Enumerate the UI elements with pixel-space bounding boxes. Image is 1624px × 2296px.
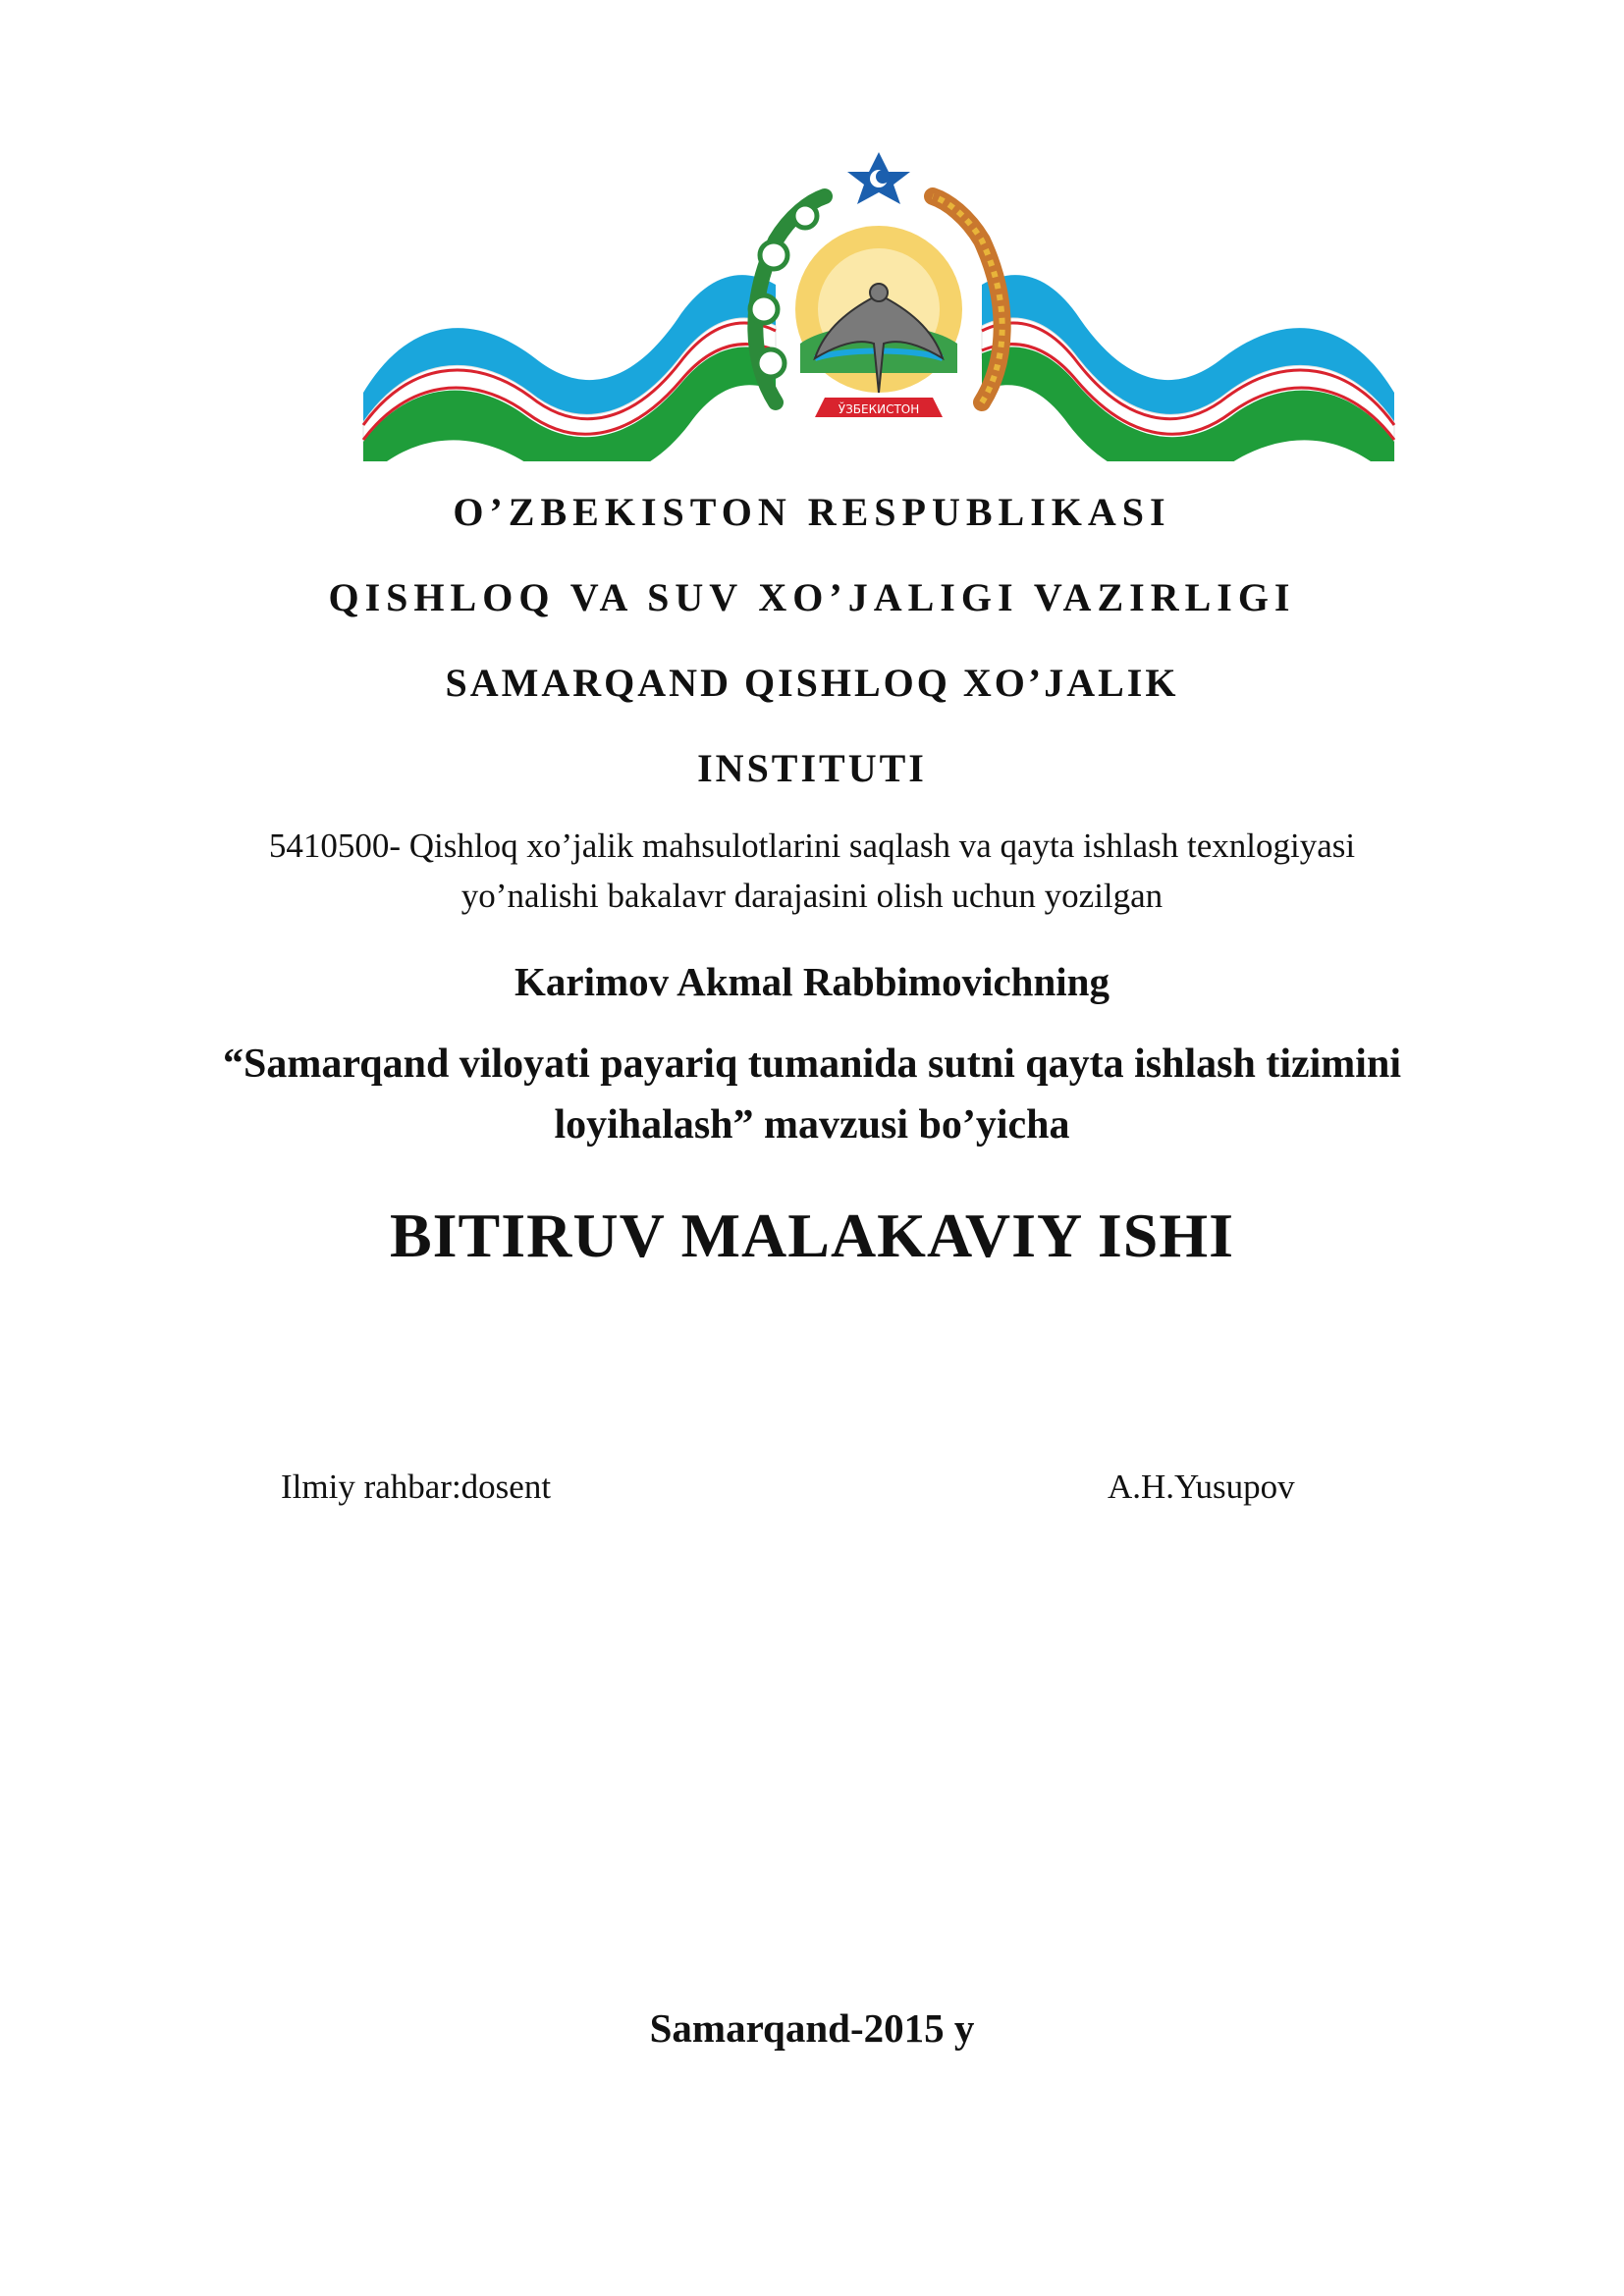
- left-flag-ribbon-icon: [363, 275, 776, 461]
- supervisor-label: Ilmiy rahbar:dosent: [281, 1468, 552, 1506]
- country-title: O’ZBEKISTON RESPUBLIKASI: [453, 490, 1171, 534]
- state-emblem-icon: [353, 147, 1404, 461]
- author-name: Karimov Akmal Rabbimovichning: [514, 959, 1110, 1004]
- document-type-title: BITIRUV MALAKAVIY ISHI: [389, 1201, 1235, 1270]
- coat-of-arms-icon: [750, 152, 1002, 417]
- institute-title-line2: INSTITUTI: [697, 746, 927, 790]
- specialty-line2: yo’nalishi bakalavr darajasini olish uchun yozilgan: [460, 877, 1164, 915]
- topic-line2: loyihalash” mavzusi bo’yicha: [554, 1102, 1070, 1148]
- topic-line1: “Samarqand viloyati payariq tumanida sutni qayta ishlash tizimini: [223, 1041, 1401, 1087]
- emblem-banner-text: ЎЗБЕКИСТОН: [838, 402, 920, 416]
- supervisor-name: A.H.Yusupov: [1108, 1468, 1295, 1506]
- specialty-line1: 5410500- Qishloq xo’jalik mahsulotlarini saqlash va qayta ishlash texnlogiyasi: [268, 827, 1356, 865]
- ministry-title: QISHLOQ VA SUV XO’JALIGI VAZIRLIGI: [328, 575, 1296, 619]
- right-flag-ribbon-icon: [982, 275, 1394, 461]
- city-year-footer: Samarqand-2015 y: [649, 2005, 975, 2051]
- institute-title-line1: SAMARQAND QISHLOQ XO’JALIK: [445, 661, 1179, 705]
